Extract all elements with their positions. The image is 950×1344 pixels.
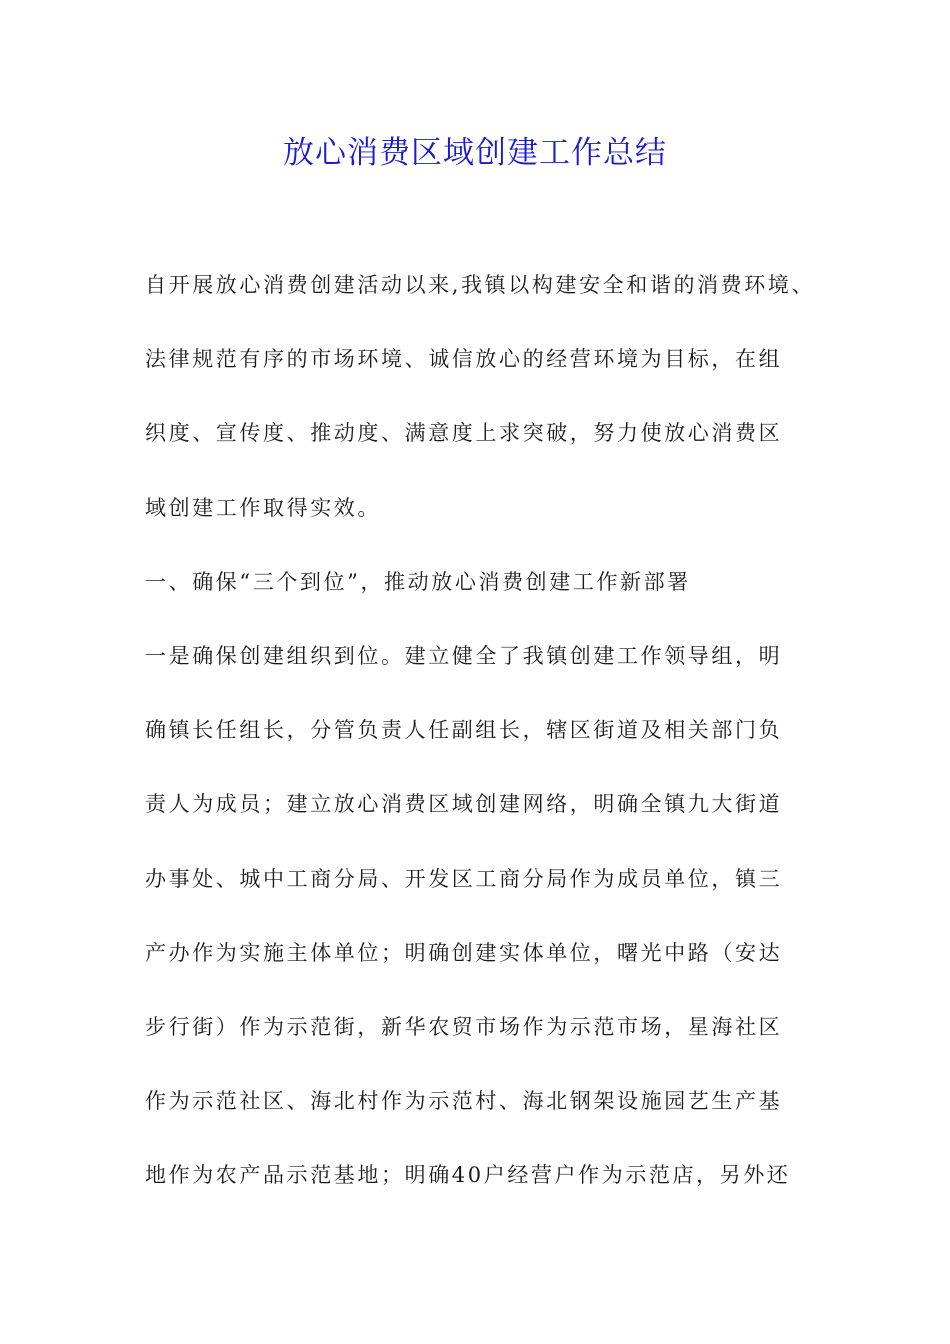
- section-heading: 一、确保“三个到位”，推动放心消费创建工作新部署: [145, 569, 691, 594]
- document-body: [145, 263, 835, 1227]
- text-line: 作为示范社区、海北村作为示范村、海北钢架设施园艺生产基: [145, 1089, 783, 1114]
- text-line: 产办作为实施主体单位；明确创建实体单位，曙光中路（安达: [145, 940, 783, 965]
- text-line: 法律规范有序的市场环境、诚信放心的经营环境为目标，在组: [145, 347, 783, 372]
- text-line: 地作为农产品示范基地；明确40户经营户作为示范店，另外还: [145, 1163, 791, 1188]
- text-line: 责人为成员；建立放心消费区域创建网络，明确全镇九大街道: [145, 792, 783, 817]
- document-title: 放心消费区域创建工作总结: [283, 135, 667, 171]
- text-line: 办事处、城中工商分局、开发区工商分局作为成员单位，镇三: [145, 866, 783, 891]
- text-line: 一是确保创建组织到位。建立健全了我镇创建工作领导组，明: [145, 643, 783, 668]
- text-line: 步行街）作为示范街，新华农贸市场作为示范市场，星海社区: [145, 1014, 783, 1039]
- text-line: 自开展放心消费创建活动以来,我镇以构建安全和谐的消费环境、: [145, 273, 816, 297]
- text-line: 域创建工作取得实效。: [145, 495, 381, 520]
- text-line: 织度、宣传度、推动度、满意度上求突破，努力使放心消费区: [145, 421, 783, 446]
- text-line: 确镇长任组长，分管负责人任副组长，辖区街道及相关部门负: [145, 718, 783, 743]
